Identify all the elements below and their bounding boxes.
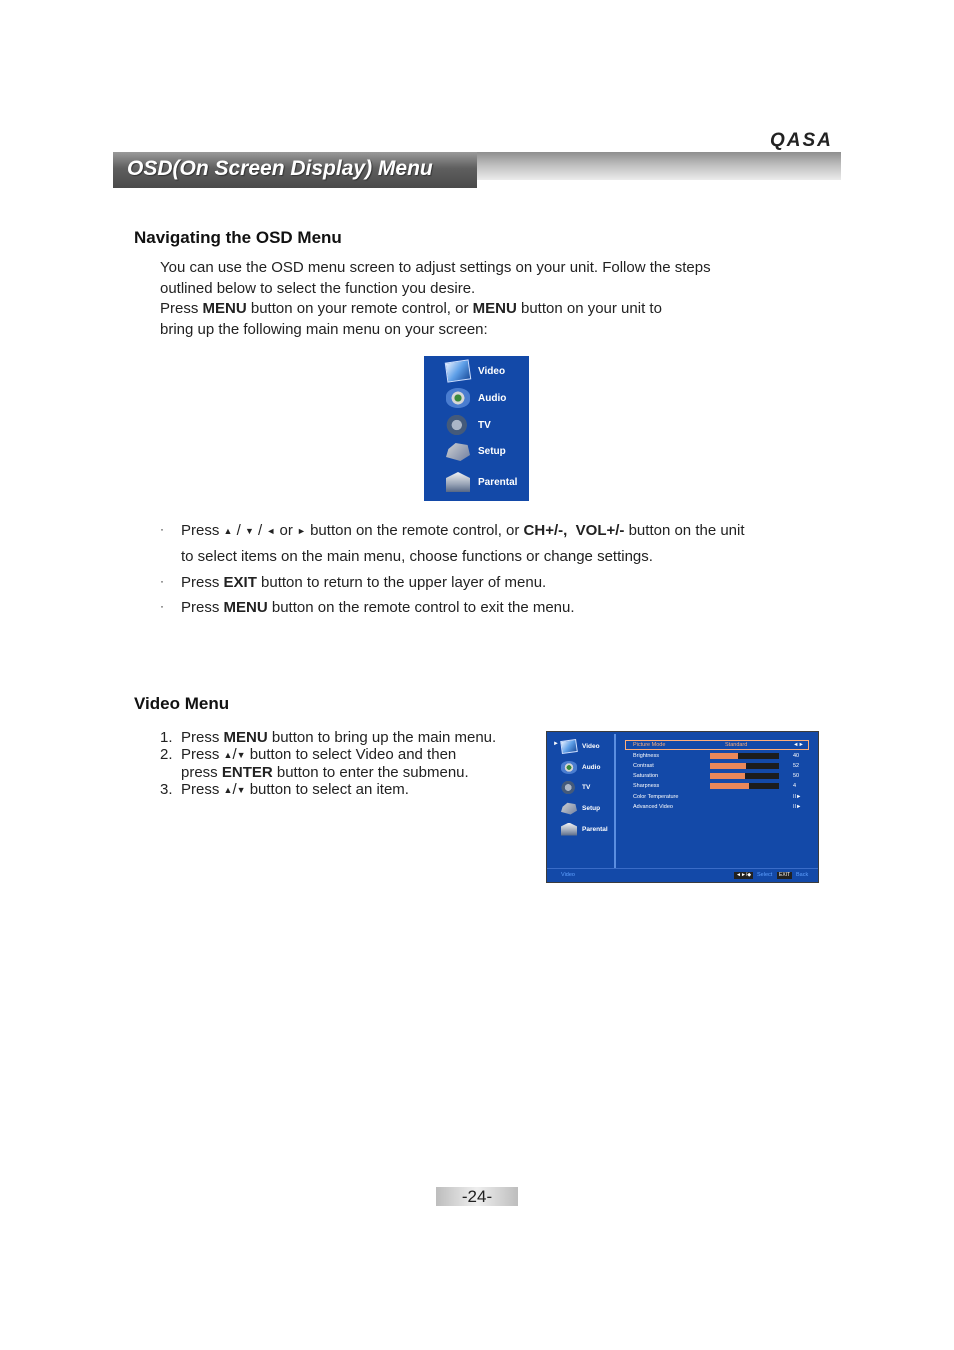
video-menu-footer (547, 868, 818, 882)
video-menu-sidebar (547, 732, 615, 866)
nav-intro-line2: outlined below to select the function you desire. (160, 279, 476, 297)
footer-select: Select (757, 872, 773, 878)
sidebar-item-tv[interactable]: TV (561, 779, 590, 795)
brightness-slider-fill (710, 753, 738, 759)
main-menu-item-tv[interactable]: TV (446, 414, 491, 436)
page-number-bar (436, 1187, 518, 1206)
footer-title: Video (561, 872, 575, 878)
sidebar-item-audio[interactable]: Audio (561, 759, 600, 775)
down-arrow-icon: ▼ (244, 526, 254, 536)
nav-intro-line3: Press MENU button on your remote control, or MENU button on your unit to (160, 300, 662, 317)
picture-mode-label: Picture Mode (633, 742, 666, 748)
tv-icon (561, 781, 577, 794)
contrast-slider-fill (710, 763, 746, 769)
brightness-label: Brightness (633, 753, 659, 759)
nav-intro (160, 258, 711, 340)
video-icon (445, 359, 472, 382)
saturation-slider[interactable] (710, 773, 779, 779)
setup-icon (446, 441, 470, 461)
section-title: OSD(On Screen Display) Menu (127, 157, 433, 180)
page-number: -24- (461, 1187, 493, 1206)
left-right-arrows-icon: ◄► (793, 742, 804, 748)
nav-keys-icon: ◄►/◆ (736, 872, 752, 878)
contrast-value: 52 (793, 763, 800, 769)
sidebar-item-parental[interactable]: Parental (561, 821, 608, 837)
nav-heading: Navigating the OSD Menu (134, 228, 342, 247)
parental-icon (446, 472, 470, 492)
nav-intro-line4: bring up the following main menu on your screen: (160, 320, 488, 338)
tv-icon (446, 415, 470, 435)
saturation-value: 50 (793, 773, 800, 779)
sidebar-item-setup[interactable]: Setup (561, 800, 600, 816)
step-3: 3. Press ▲/▼ button to select an item. (160, 781, 409, 798)
exit-key-icon: EXIT (779, 872, 791, 878)
right-arrow-icon: ► (297, 526, 306, 536)
enter-submenu-icon: II► (793, 794, 802, 800)
setup-icon (561, 802, 577, 815)
main-menu-screenshot (424, 356, 529, 501)
picture-mode-value: Standard (725, 742, 748, 748)
main-menu-item-setup[interactable]: Setup (446, 440, 506, 462)
footer-back: Back (796, 872, 809, 878)
parental-icon (561, 823, 577, 836)
main-menu-item-video[interactable]: Video (446, 360, 505, 382)
saturation-label: Saturation (633, 773, 659, 779)
sidebar-divider (614, 734, 616, 868)
video-menu-screenshot (546, 731, 819, 883)
audio-icon (446, 388, 470, 408)
up-arrow-icon: ▲ (223, 526, 233, 536)
left-arrow-icon: ◄ (266, 526, 276, 536)
sharpness-label: Sharpness (633, 783, 660, 789)
enter-submenu-icon: II► (793, 804, 802, 810)
selection-arrow-icon: ► (553, 741, 559, 747)
main-menu-item-parental[interactable]: Parental (446, 471, 517, 493)
step-2: 2. Press ▲/▼ button to select Video and then (160, 746, 457, 763)
sharpness-slider[interactable] (710, 783, 779, 789)
contrast-slider[interactable] (710, 763, 779, 769)
brand-logo: QASA (770, 130, 833, 151)
contrast-label: Contrast (633, 763, 654, 769)
brightness-value: 40 (793, 753, 800, 759)
brightness-slider[interactable] (710, 753, 779, 759)
color-temperature-item[interactable]: Color Temperature (633, 794, 679, 800)
main-menu-item-audio[interactable]: Audio (446, 387, 506, 409)
saturation-slider-fill (710, 773, 745, 779)
section-title-bar (113, 152, 841, 188)
sidebar-item-video[interactable]: Video (561, 738, 600, 754)
step-1: 1. Press MENU button to bring up the main menu. (160, 729, 497, 746)
video-steps (160, 729, 496, 799)
video-icon (560, 738, 578, 753)
video-heading: Video Menu (134, 694, 230, 713)
sharpness-value: 4 (793, 783, 797, 789)
nav-intro-line1: You can use the OSD menu screen to adjust settings on your unit. Follow the steps (160, 259, 711, 276)
sharpness-slider-fill (710, 783, 749, 789)
audio-icon (561, 761, 577, 774)
advanced-video-item[interactable]: Advanced Video (633, 804, 673, 810)
step-2-line2: press ENTER button to enter the submenu. (181, 764, 469, 781)
